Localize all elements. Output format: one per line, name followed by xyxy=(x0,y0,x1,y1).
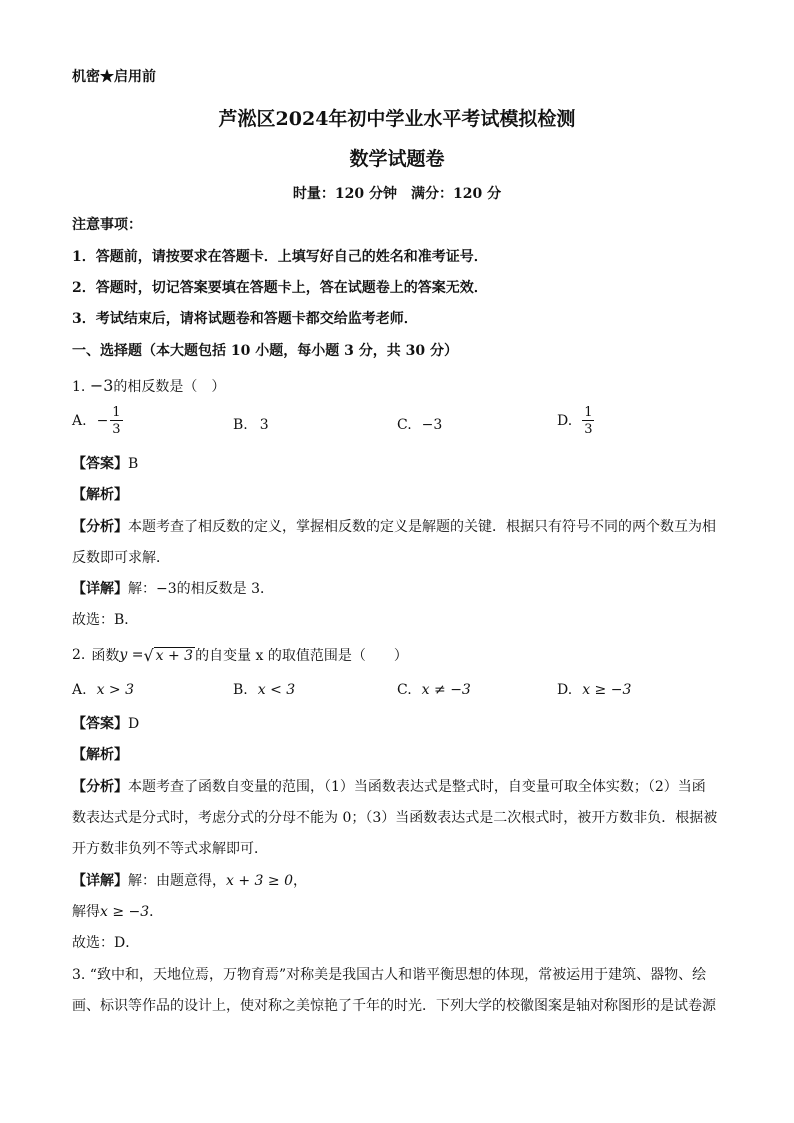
q1-analysis-tag: 【解析】 xyxy=(72,487,128,503)
q1-stem-text: 的相反数是（ ） xyxy=(113,379,226,395)
option-label: A. xyxy=(72,413,87,429)
q1-option-d xyxy=(557,406,594,436)
option-label: B. xyxy=(233,682,248,698)
q3-stem-line: 画、标识等作品的设计上，使对称之美惊艳了千年的时光．下列大学的校徽图案是轴对称图形的是试卷源 xyxy=(72,998,716,1014)
q1-stem xyxy=(72,376,225,396)
option-label: C. xyxy=(397,682,412,698)
option-value: x < 3 xyxy=(257,682,296,698)
exam-subtitle: 数学试题卷 xyxy=(349,148,445,170)
fraction-denominator: 3 xyxy=(584,422,593,437)
option-fraction xyxy=(110,406,122,436)
detail-text: 解：−3的相反数是 3． xyxy=(128,581,274,597)
q1-number: 1. xyxy=(72,379,86,395)
q2-stem-pre: 函数 xyxy=(91,648,120,664)
confidential-label: 机密★启用前 xyxy=(72,69,156,85)
fraction-numerator: 1 xyxy=(112,405,121,420)
q1-option-b xyxy=(233,417,269,433)
option-label: D. xyxy=(557,413,573,429)
solve-text: 解得 xyxy=(72,904,100,920)
section-title: 一、选择题（本大题包括 10 小题，每小题 3 分，共 30 分） xyxy=(72,343,458,359)
q2-analysis-tag: 【解析】 xyxy=(72,747,128,763)
q2-number: 2. xyxy=(72,647,86,663)
q2-option-a xyxy=(72,682,134,698)
option-value: −3 xyxy=(421,417,443,433)
note-item: 1．答题前，请按要求在答题卡．上填写好自己的姓名和准考证号． xyxy=(72,249,488,265)
answer-tag: 【答案】 xyxy=(72,456,128,472)
option-label: D. xyxy=(557,682,573,698)
analysis-text: 本题考查了函数自变量的范围，（1）当函数表达式是整式时，自变量可取全体实数；（2）当函 xyxy=(128,779,706,795)
analysis-tag: 【分析】 xyxy=(72,779,128,795)
detail-text: 解：由题意得， xyxy=(128,873,226,889)
detail-tag: 【详解】 xyxy=(72,581,128,597)
q2-solve xyxy=(72,901,163,921)
exam-title: 芦淞区2024年初中学业水平考试模拟检测 xyxy=(218,108,576,130)
fraction-denominator: 3 xyxy=(112,422,121,437)
option-label: C. xyxy=(397,417,412,433)
q2-analysis-line: 数表达式是分式时，考虑分式的分母不能为 0；（3）当函数表达式是二次根式时，被开方数非负．根据被 xyxy=(72,810,718,826)
q2-option-b xyxy=(233,682,295,698)
q1-option-c xyxy=(397,417,442,433)
analysis-text: 本题考查了相反数的定义，掌握相反数的定义是解题的关键．根据只有符号不同的两个数互为相 xyxy=(128,519,716,535)
q1-choose: 故选：B． xyxy=(72,612,139,628)
analysis-tag: 【分析】 xyxy=(72,519,128,535)
solve-text: ． xyxy=(149,904,164,920)
answer-value: B xyxy=(128,456,139,472)
solve-math: x ≥ −3 xyxy=(100,904,150,920)
option-fraction xyxy=(582,406,594,436)
q1-option-a xyxy=(72,406,123,436)
option-sign: − xyxy=(96,413,109,429)
sqrt-icon: √ xyxy=(143,645,154,665)
answer-tag: 【答案】 xyxy=(72,716,128,732)
q2-analysis-line: 开方数非负列不等式求解即可． xyxy=(72,841,268,857)
note-item: 2．答题时，切记答案要填在答题卡上，答在试题卷上的答案无效． xyxy=(72,280,488,296)
option-label: A. xyxy=(72,682,87,698)
q2-detail xyxy=(72,870,307,890)
q1-detail xyxy=(72,578,274,598)
detail-tag: 【详解】 xyxy=(72,873,128,889)
q1-answer xyxy=(72,453,138,473)
q2-analysis-line xyxy=(72,776,706,796)
q2-func-radicand: x + 3 xyxy=(155,647,194,664)
q1-analysis-line xyxy=(72,516,716,536)
q3-stem-line: 3. “致中和，天地位焉，万物育焉”对称美是我国古人和谐平衡思想的体现，常被运用于建筑、器物、绘 xyxy=(72,967,707,983)
q2-option-d xyxy=(557,682,631,698)
q2-answer xyxy=(72,713,139,733)
detail-math: x + 3 ≥ 0 xyxy=(226,873,293,889)
q2-stem-post: 的自变量 x 的取值范围是（ ） xyxy=(195,648,408,664)
q2-choose: 故选：D． xyxy=(72,935,140,951)
option-value: x > 3 xyxy=(96,682,134,698)
q2-stem xyxy=(72,645,408,665)
q1-expression: −3 xyxy=(89,376,114,395)
q2-option-c xyxy=(397,682,471,698)
option-label: B. xyxy=(233,417,248,433)
time-score-info: 时量：120 分钟 满分：120 分 xyxy=(292,186,502,202)
detail-text: ， xyxy=(292,873,307,889)
notes-heading: 注意事项： xyxy=(72,217,142,233)
option-value: 3 xyxy=(259,417,269,433)
fraction-numerator: 1 xyxy=(584,405,593,420)
q1-analysis-line: 反数即可求解． xyxy=(72,550,170,566)
q2-func-lhs: y = xyxy=(119,647,144,663)
option-value: x ≥ −3 xyxy=(582,682,632,698)
answer-value: D xyxy=(128,716,140,732)
option-value: x ≠ −3 xyxy=(421,682,471,698)
note-item: 3．考试结束后，请将试题卷和答题卡都交给监考老师． xyxy=(72,311,418,327)
